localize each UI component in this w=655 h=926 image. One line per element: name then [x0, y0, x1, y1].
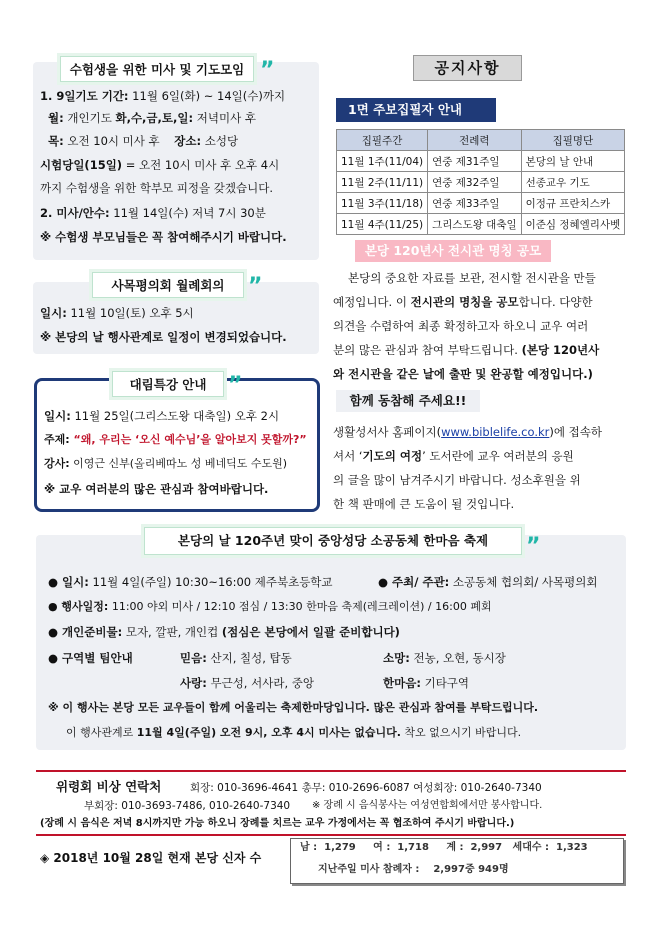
- join-line-2: 셔서 ‘기도의 여정’ 도서란에 교우 여러분의 응원: [333, 449, 574, 463]
- table-row: [337, 172, 625, 193]
- stats-counts: 남 : 1,279 여 : 1,718 계 : 2,997 세대수 : 1,323: [300, 842, 588, 853]
- table-cell: 11월 1주(11/04): [337, 151, 428, 172]
- festival-title: 본당의 날 120주년 맞이 중앙성당 소공동체 한마음 축제: [144, 527, 522, 555]
- table-cell: 연중 제31주일: [428, 151, 521, 172]
- exam-line-1: 1. 9일기도 기간: 11월 6일(화) ~ 14일(수)까지: [40, 89, 286, 103]
- table-row: [337, 151, 625, 172]
- table-row: [337, 193, 625, 214]
- team-onemind: 한마음: 기타구역: [383, 676, 470, 690]
- contest-line-1: 본당의 중요한 자료를 보관, 전시할 전시관을 만들: [348, 271, 596, 285]
- contacts-line-1: 위령회 비상 연락처: [56, 779, 162, 794]
- contest-line-3: 의견을 수렴하여 최종 확정하고자 하오니 교우 여러: [333, 319, 589, 333]
- exam-line-5: 까지 수험생을 위한 학부모 피정을 갖겠습니다.: [40, 181, 274, 195]
- contacts-line-2: 부회장: 010-3693-7486, 010-2640-7340: [84, 800, 291, 812]
- funeral-note: (장례 시 음식은 저녁 8시까지만 가능 하오니 장례를 치르는 교우 가정에서는 꼭 협조하여 주시기 바랍니다.): [40, 818, 515, 829]
- divider: [36, 834, 626, 836]
- food-note: ※ 장례 시 음식봉사는 여성연합회에서만 봉사합니다.: [312, 800, 543, 811]
- contest-line-2: 예정입니다. 이 전시관의 명칭을 공모합니다. 다양한: [333, 295, 593, 309]
- quote-mark-icon: ”: [228, 373, 243, 398]
- table-cell: 이정규 프란치스카: [521, 193, 625, 214]
- join-line-1: 생활성서사 홈페이지(www.biblelife.co.kr)에 접속하: [333, 425, 602, 439]
- stats-mass: 지난주일 미사 참례자 : 2,997중 949명: [318, 864, 509, 875]
- exam-line-7: ※ 수험생 부모님들은 꼭 참여해주시기 바랍니다.: [40, 230, 287, 244]
- festival-team-label: ● 구역별 팀안내: [48, 651, 133, 665]
- table-cell: 11월 2주(11/11): [337, 172, 428, 193]
- notice-title: 공지사항: [413, 55, 522, 81]
- biblelife-link[interactable]: www.biblelife.co.kr: [441, 425, 550, 439]
- contacts-phones: 회장: 010-3696-4641 총무: 010-2696-6087 여성회장: 010-2640-7340: [190, 782, 542, 794]
- table-cell: 연중 제33주일: [428, 193, 521, 214]
- festival-date: ● 일시: 11월 4일(주일) 10:30~16:00 제주북초등학교: [48, 575, 333, 589]
- exam-title: 수험생을 위한 미사 및 기도모임: [60, 56, 254, 82]
- join-title: 함께 동참해 주세요!!: [336, 390, 480, 412]
- festival-schedule: ● 행사일정: 11:00 야외 미사 / 12:10 점심 / 13:30 한마음 축제(레크레이션) / 16:00 폐회: [48, 600, 492, 613]
- festival-note-2: 이 행사관계로 11월 4일(주일) 오전 9시, 오후 4시 미사는 없습니다. 착오 없으시기 바랍니다.: [66, 726, 522, 739]
- advent-note: ※ 교우 여러분의 많은 관심과 참여바랍니다.: [44, 482, 269, 496]
- contest-line-4: 분의 많은 관심과 참여 부탁드립니다. (본당 120년사: [333, 343, 600, 357]
- advent-topic: 주제: “왜, 우리는 ‘오신 예수님’을 알아보지 못할까?”: [44, 433, 307, 446]
- table-row: [337, 214, 625, 235]
- divider: [36, 770, 626, 772]
- join-line-3: 의 글을 많이 남겨주시기 바랍니다. 성소후원을 위: [333, 473, 581, 487]
- festival-note-1: ※ 이 행사는 본당 모든 교우들이 함께 어울리는 축제한마당입니다. 많은 관심과 참여를 부탁드립니다.: [48, 701, 539, 714]
- advent-speaker: 강사: 이영근 신부(올리베따노 성 베네딕도 수도원): [44, 457, 287, 470]
- festival-prep: ● 개인준비물: 모자, 깔판, 개인컵 (점심은 본당에서 일괄 준비합니다): [48, 625, 400, 639]
- council-title: 사목평의회 월례회의: [92, 272, 244, 298]
- team-love: 사랑: 무근성, 서사라, 중앙: [180, 676, 314, 690]
- exam-line-6: 2. 미사/안수: 11월 14일(수) 저녁 7시 30분: [40, 206, 266, 220]
- table-cell: 그리스도왕 대축일: [428, 214, 521, 235]
- exam-line-2: 월: 개인기도 화,수,금,토,일: 저녁미사 후: [48, 111, 256, 125]
- join-line-4: 한 책 판매에 큰 도움이 될 것입니다.: [333, 497, 515, 511]
- contest-line-5: 와 전시관을 같은 날에 출판 및 완공할 예정입니다.): [333, 367, 593, 381]
- quote-mark-icon: ”: [248, 274, 263, 299]
- team-faith: 믿음: 산지, 칠성, 탑동: [180, 651, 292, 665]
- quote-mark-icon: ”: [526, 534, 541, 559]
- table-header: 집필주간: [337, 130, 428, 151]
- stats-title: ◈ 2018년 10월 28일 현재 본당 신자 수: [40, 851, 262, 865]
- writers-title: 1면 주보집필자 안내: [336, 98, 496, 122]
- advent-title: 대림특강 안내: [112, 371, 224, 397]
- exam-line-3: 목: 오전 10시 미사 후 장소: 소성당: [48, 134, 239, 148]
- table-header-row: [337, 130, 625, 151]
- table-cell: 11월 4주(11/25): [337, 214, 428, 235]
- contest-title: 본당 120년사 전시관 명칭 공모: [355, 240, 551, 262]
- writers-table: [336, 129, 625, 235]
- table-header: 전례력: [428, 130, 521, 151]
- exam-line-4: 시험당일(15일) = 오전 10시 미사 후 오후 4시: [40, 158, 280, 172]
- festival-host: ● 주최/ 주관: 소공동체 협의회/ 사목평의회: [378, 575, 598, 589]
- advent-date: 일시: 11월 25일(그리스도왕 대축일) 오후 2시: [44, 409, 280, 423]
- table-cell: 이준심 정혜엘리사벳: [521, 214, 625, 235]
- council-note: ※ 본당의 날 행사관계로 일정이 변경되었습니다.: [40, 330, 287, 344]
- table-cell: 11월 3주(11/18): [337, 193, 428, 214]
- table-cell: 본당의 날 안내: [521, 151, 625, 172]
- quote-mark-icon: ”: [260, 58, 275, 83]
- council-date: 일시: 11월 10일(토) 오후 5시: [40, 306, 194, 320]
- festival-section: [36, 535, 626, 750]
- table-header: 집필명단: [521, 130, 625, 151]
- table-cell: 선종교우 기도: [521, 172, 625, 193]
- table-cell: 연중 제32주일: [428, 172, 521, 193]
- team-hope: 소망: 전농, 오현, 동시장: [383, 651, 506, 665]
